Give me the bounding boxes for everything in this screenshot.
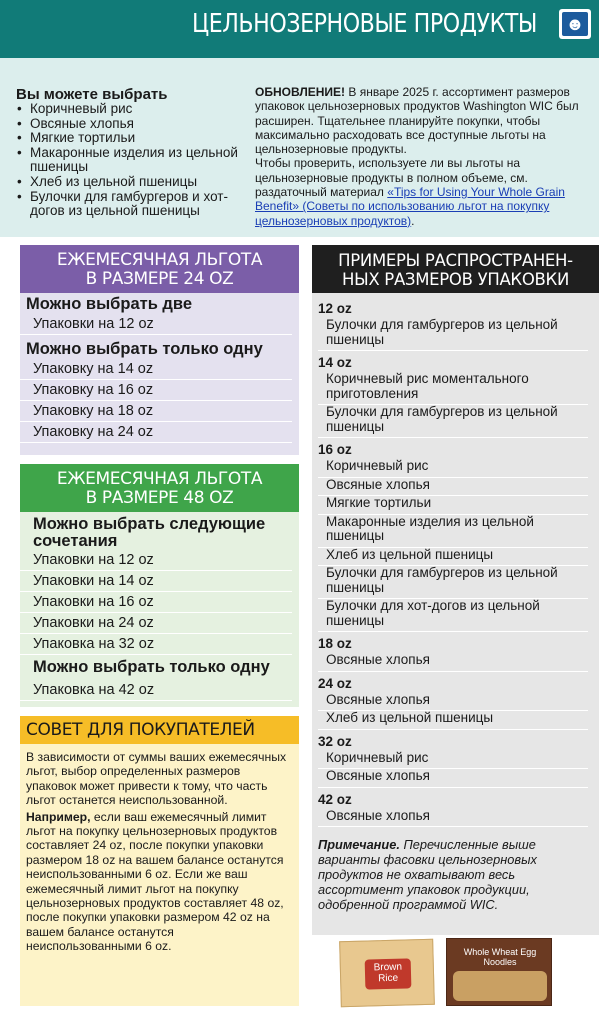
size-item: Булочки для гамбургеров из цельной пшеницы [318,566,588,599]
size-heading: 14 oz [318,355,352,370]
size-item: Овсяные хлопья [318,478,588,497]
option-row: Упаковка на 42 oz [20,680,292,701]
list-item: • Мягкие тортильи [17,131,247,146]
option-row: Упаковку на 18 oz [20,401,292,422]
title-line: В РАЗМЕРЕ 24 OZ [85,269,234,289]
size-item: Хлеб из цельной пшеницы [318,711,588,730]
check-end: . [411,213,415,228]
section-heading: Можно выбрать только одну [26,340,263,358]
noodles-image [453,971,547,1001]
benefit-24oz-box [20,245,299,455]
tip-paragraph: В зависимости от суммы ваших ежемесячных льгот, выбор определенных размеров упаковок может привести к тому, что часть льгот останется неиспользованной. [26,750,287,808]
intro-panel [0,58,599,237]
brown-rice-package [339,939,435,1007]
title-line: ЕЖЕМЕСЯЧНАЯ ЛЬГОТА [56,469,263,489]
size-item: Овсяные хлопья [318,769,588,788]
size-item: Коричневый рис [318,751,588,770]
tip-body [20,744,299,954]
list-item: • Макаронные изделия из цельной пшеницы [17,146,247,175]
benefit-48oz-title [20,464,299,512]
shopping-tip-box [20,716,299,1006]
section-heading: Можно выбрать две [26,295,192,313]
option-row: Упаковку на 16 oz [20,380,292,401]
size-item: Мягкие тортильи [318,496,588,515]
size-heading: 18 oz [318,636,352,651]
update-text: В январе 2025 г. ассортимент размеров упаковок цельнозерновых продуктов Washington WIC был расширен. Тщательнее планируйте покупки, чтобы максимально расходовать все доступные льготы на цельнозерновые продукты. [255,85,579,157]
size-heading: 16 oz [318,442,352,457]
package-sizes-list [312,293,599,912]
size-item: Булочки для хот-догов из цельной пшеницы [318,599,588,632]
section-heading: Можно выбрать только одну [33,658,270,676]
size-heading: 24 oz [318,675,352,691]
size-item: Овсяные хлопья [318,809,588,828]
size-heading: 42 oz [318,791,352,807]
option-row: Упаковки на 16 oz [20,592,292,613]
option-row: Упаковка на 32 oz [20,634,292,655]
choose-list [17,102,247,219]
benefit-24oz-title [20,245,299,293]
check-text: Чтобы проверить, используете ли вы льготы на цельнозерновые продукты в полном объеме, см. раздаточный материал [255,156,528,200]
egg-noodles-package [446,938,552,1006]
rice-label: Brown Rice [365,958,412,989]
page-title: ЦЕЛЬНОЗЕРНОВЫЕ ПРОДУКТЫ [191,9,537,39]
option-row: Упаковку на 24 oz [20,422,292,443]
title-line: ЕЖЕМЕСЯЧНАЯ ЛЬГОТА [56,250,263,270]
size-item: Булочки для гамбургеров из цельной пшеницы [318,318,588,351]
option-row: Упаковки на 12 oz [20,314,292,335]
size-item: Овсяные хлопья [318,693,588,712]
option-row: Упаковку на 14 oz [20,359,292,380]
size-item: Коричневый рис [318,459,588,478]
package-sizes-box [312,245,599,935]
size-item: Хлеб из цельной пшеницы [318,548,588,567]
title-line: В РАЗМЕРЕ 48 OZ [85,488,234,508]
choose-heading: Вы можете выбрать [16,86,168,103]
benefit-48oz-box [20,464,299,707]
tip-paragraph [26,810,289,954]
product-images [340,938,560,1008]
wic-logo-icon: ☻ [559,9,591,39]
size-item: Булочки для гамбургеров из цельной пшеницы [318,405,588,438]
noodle-label: Whole Wheat Egg Noodles [463,947,537,967]
tips-link[interactable]: «Tips for Using Your Whole Grain Benefit» (Советы по использованию льгот на покупку цельнозерновых продуктов) [255,185,565,228]
title-line: НЫХ РАЗМЕРОВ УПАКОВКИ [341,270,570,289]
list-item: • Хлеб из цельной пшеницы [17,175,247,190]
list-item: • Овсяные хлопья [17,117,247,132]
update-label: ОБНОВЛЕНИЕ! [255,85,346,99]
size-heading: 12 oz [318,301,352,316]
option-row: Упаковки на 12 oz [20,550,292,571]
option-row: Упаковки на 24 oz [20,613,292,634]
note-label: Примечание. [318,837,400,852]
size-item: Овсяные хлопья [318,653,588,672]
example-text: если ваш ежемесячный лимит льгот на покупку цельнозерновых продуктов составляет 24 oz, после покупки упаковки размером 18 oz на вашем балансе останутся неиспользованными 6 oz. Если же ваш ежемесячный лимит льгот на покупку цельнозерновых продуктов составляет 48 oz, после покупки упаковки размером 42 oz на вашем балансе останутся неиспользованными 6 oz. [26,809,284,954]
size-heading: 32 oz [318,733,352,749]
update-notice [255,85,595,228]
title-line: ПРИМЕРЫ РАСПРОСТРАНЕН- [338,251,573,270]
list-item: • Коричневый рис [17,102,247,117]
section-heading: Можно выбрать следующие сочетания [33,515,266,550]
page-header [0,0,599,58]
note [318,837,599,912]
tip-title: СОВЕТ ДЛЯ ПОКУПАТЕЛЕЙ [20,716,299,744]
note-text: Перечисленные выше варианты фасовки цельнозерновых продуктов не охватывают весь ассортимент упаковок продукции, одобренной программой WIC. [318,837,537,912]
option-row: Упаковки на 14 oz [20,571,292,592]
example-label: Например, [26,809,91,824]
package-sizes-title [312,245,599,293]
size-item: Макаронные изделия из цельной пшеницы [318,515,588,548]
list-item: • Булочки для гамбургеров и хот-догов из цельной пшеницы [17,190,247,219]
size-item: Коричневый рис моментального приготовления [318,372,588,405]
